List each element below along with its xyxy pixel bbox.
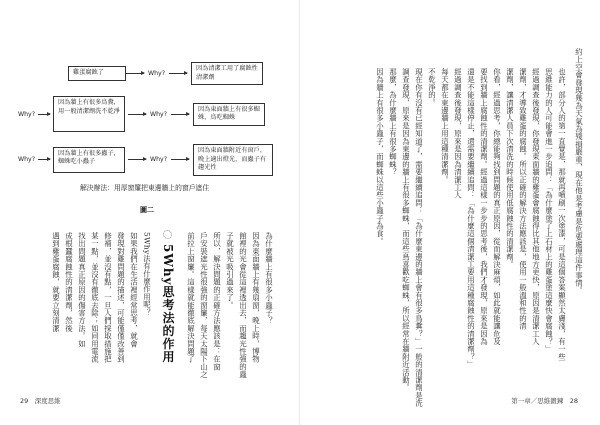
why-label: Why?	[150, 110, 167, 118]
text-column: 館裡的光會從這裡透出去，而趨光性強的蟲	[238, 232, 248, 379]
text-column: 現在你有沒有已經知道了，需要繼續追問：「為什麼東邊的牆上會有很多鳥糞？」一般的清潔劑是洗	[414, 68, 424, 407]
arrow	[128, 114, 146, 115]
diagram-row-1	[68, 62, 263, 85]
text-column: 你看，經過思考，你總能夠找到問題的真正原因，從而解決麻煩，如此就能讓危及	[492, 68, 502, 346]
text-column: 潔劑，才導致雞蛋的腐蝕。所以正確的解決方法應該是，使用一般溫和性的清	[518, 68, 528, 330]
diagram-solution: 解決辦法：用厚窗簾把東邊牆上的窗戶遮住	[80, 184, 210, 192]
text-column: 因為牆上有很多小蟲子，而蜘蛛以這些小蟲子為食。	[375, 68, 385, 246]
text-column: 經過調查後發現，你發現東面牆的雞蛋會腐蝕得比其他地方更快，原因是清潔工人	[531, 68, 541, 346]
text-column: 也許，部分人的第一直覺是，那就再噴刷一次塗漆，可是這個答案顯然太膚淺，有一些	[557, 68, 567, 361]
page-folio-right: 第一章／思維鍛鍊 28	[511, 397, 578, 405]
text-column: 因為東面牆上有幾扇窗，晚上時，博物	[251, 232, 261, 363]
text-column: 潔劑，讓清潔人員下次清洗的時候使用低腐蝕性的清潔劑。	[505, 68, 515, 269]
page-folio-left: 29 深度思維	[20, 397, 61, 405]
diagram-box: 因為東面牆附近有窗戶，晚上適出燈光，而蟲子有趨光性	[193, 144, 273, 176]
text-column: 戶安裝遮光性很強的窗簾，每天太陽下山之	[199, 232, 209, 379]
diagram-box: 因為牆上有很多蟲子，蜘蛛吃小蟲子	[53, 147, 125, 173]
diagram-row-2	[18, 96, 265, 132]
text-column: 成根蠶腐蝕性的清潔劑，然後	[64, 232, 74, 333]
diagram-row-3	[18, 144, 273, 176]
arrow	[38, 114, 50, 115]
text-column: 還是不能這樣停止，還需要繼續追問：「為什麼這個清潔工要用這種腐蝕性的清潔劑？」	[466, 68, 476, 369]
text-column: 要找到牆上腐蝕性的清潔劑。經過這樣一步步的思考後，我們才發現，原來是因為	[479, 68, 489, 346]
why-label: Why?	[18, 156, 35, 164]
text-column: 如果我們在生活裡經常思考，就會	[129, 232, 139, 348]
arrow	[128, 159, 146, 160]
right-page	[300, 0, 600, 425]
text-column: 不乾淨的。	[427, 68, 437, 107]
diagram-box: 因為牆上有很多鳥糞，用一般清潔劑洗不乾淨	[53, 96, 125, 132]
arrow	[38, 159, 50, 160]
text-column: 那麼，為什麼牆上有很多蜘蛛？	[388, 68, 398, 176]
text-column: 遇到雞蛋腐蝕，就要立刻清潔	[51, 232, 61, 333]
arrow	[171, 159, 189, 160]
text-column: 某一點，並沒有徹底去除；如同用電流	[90, 232, 100, 363]
why-label: Why?	[18, 110, 35, 118]
text-column: 經過調查後發現，原來是因為清潔工人	[453, 68, 463, 199]
text-column: 調查發現，原來是因為東邊的牆上有很多蜘蛛，而這些鳥喜歡吃蜘蛛，所以經常在牆附近活動。	[401, 68, 411, 392]
text-column: 發現對雞問題的描述，可能僅僅改善到	[116, 232, 126, 363]
arrow	[171, 114, 189, 115]
why-label: Why?	[150, 156, 167, 164]
text-column: 5Why法有什麼作用呢？	[142, 232, 152, 317]
why-label: Why?	[148, 70, 165, 77]
arrow	[126, 73, 144, 74]
arrow	[169, 73, 187, 74]
diagram-box: 雞蛋腐蝕了	[68, 66, 126, 81]
text-column: 每天都在東邊牆上用這種清潔劑。	[440, 68, 450, 184]
section-heading: 5Why思考法的作用	[161, 244, 175, 364]
text-column: 前拉上窗簾。這樣就能徹底解決問題了	[186, 232, 196, 363]
text-column: 修補，並沒有點，一旦人們採取措施把	[103, 232, 113, 363]
diagram-box: 因為清潔工用了腐蝕性清潔劑	[191, 62, 263, 85]
text-column: 為什麼牆上有很多小蟲子？	[264, 232, 274, 325]
text-column: 子就被光吸引過來了。	[225, 232, 235, 309]
text-column: 所以，解決問題的正確方法應該是：在窗	[212, 232, 222, 371]
text-column: 找出問題真正原因的傷害方法。如	[77, 232, 87, 348]
text-column: 約上空會發現幾為天氣為殘損嚴重，現在他是考慮是危要處理這件事情。	[574, 48, 584, 295]
text-column: 思維能力的人可能會進一步追問：「為什麼塗了上石材上的雞蛋塗這麼快會腐蝕？」	[544, 68, 554, 353]
diagram-box: 因為東面牆上有很多蜘蛛，鳥吃蜘蛛	[193, 103, 265, 126]
heading-bullet-icon	[163, 230, 172, 239]
figure-label: 圖二	[140, 206, 154, 214]
